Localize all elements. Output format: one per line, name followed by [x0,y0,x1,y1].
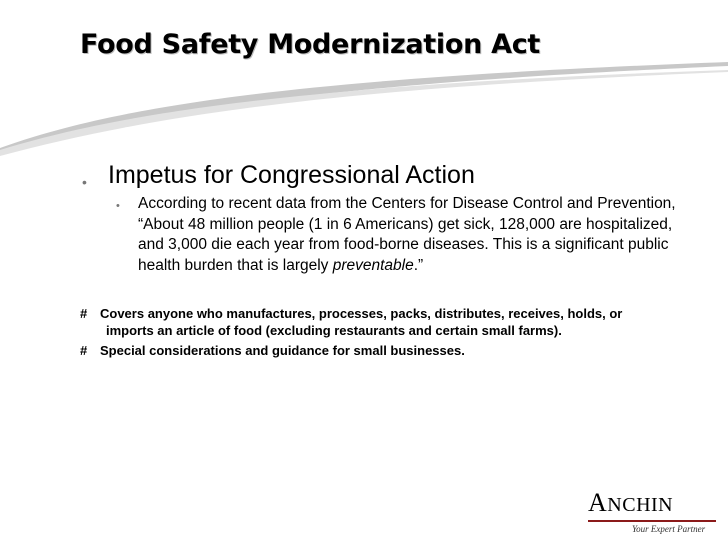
slide-title: Food Safety Modernization Act [80,29,541,60]
anchin-logo [588,488,718,538]
decorative-swoosh [0,0,728,160]
quote-closing: .” [413,256,424,274]
hash-item-coverage [80,306,700,339]
quote-text: According to recent data from the Centers for Disease Control and Prevention, “About 48 million people (1 in 6 Americans) get sick, 128,000 are hospitalized, and 3,000 die each year from food-borne diseases. This is a significant public health burden that is largely [138,195,676,274]
hash-item-text [80,306,700,339]
hash-item-line1: Covers anyone who manufactures, processes, packs, distributes, receives, holds, or [100,306,623,321]
hash-marker: # [80,343,88,358]
logo-first-letter: A [588,488,608,517]
sub-bullet-text [138,194,698,276]
sub-bullet-marker: • [116,200,120,212]
bullet-text: Impetus for Congressional Action [108,161,475,189]
logo-tagline: Your Expert Partner [632,524,706,534]
hash-item-text: Special considerations and guidance for small businesses. [100,343,465,358]
bullet-marker: • [82,174,87,190]
quote-emphasis: preventable [332,256,414,274]
hash-item-small-business [80,343,700,360]
hash-item-line2: imports an article of food (excluding restaurants and certain small farms). [106,322,562,338]
hash-marker: # [80,306,88,321]
logo-rest: NCHIN [607,494,674,516]
logo-wordmark [588,488,673,518]
